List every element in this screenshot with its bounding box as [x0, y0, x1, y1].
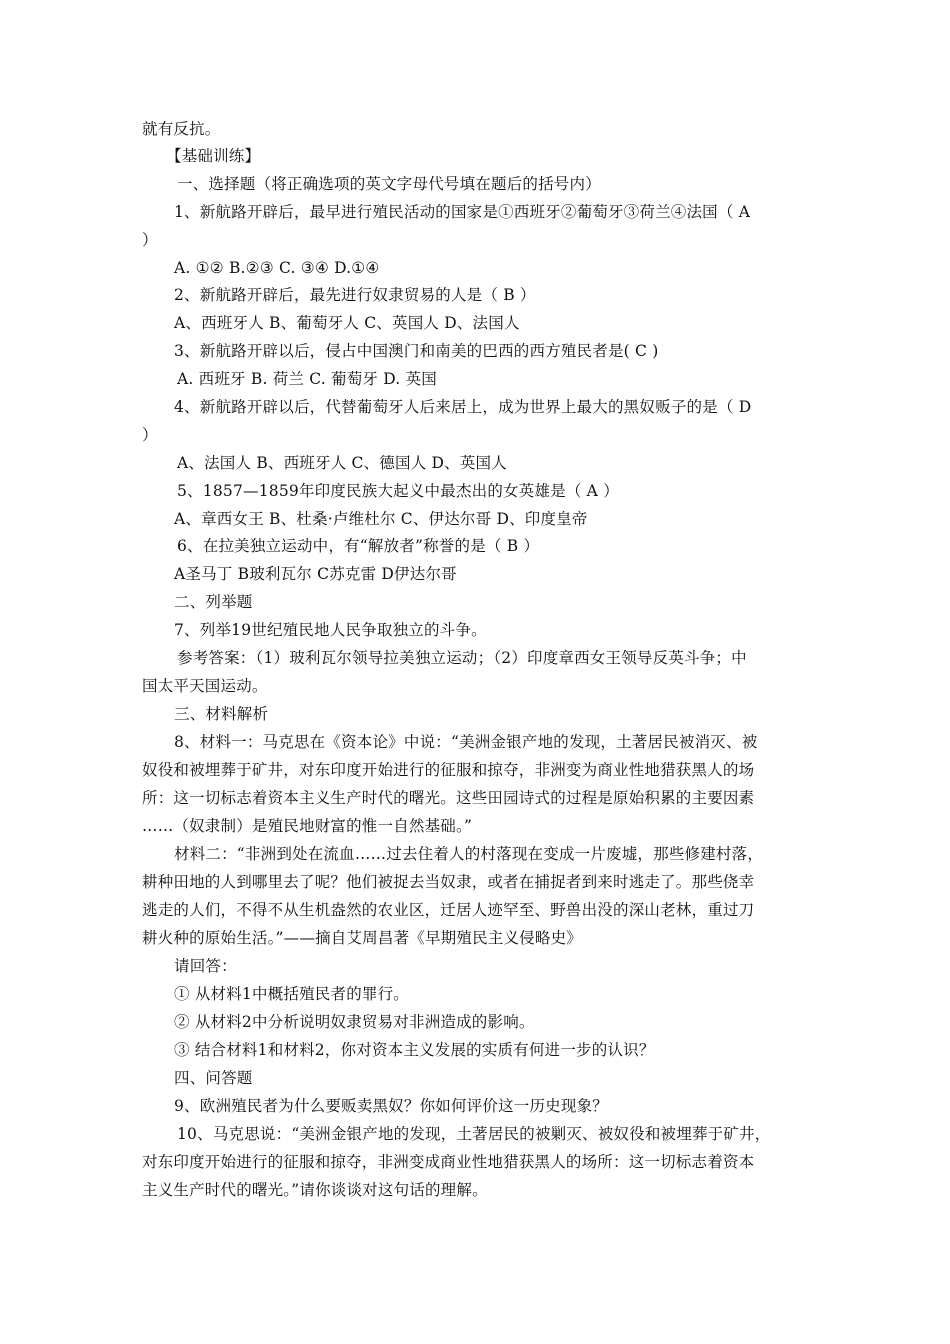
question-text: 9、欧洲殖民者为什么要贩卖黑奴？你如何评价这一历史现象？ — [174, 1097, 608, 1115]
question-text: 10、马克思说：“美洲金银产地的发现，土著居民的被剿灭、被奴役和被埋葬于矿井， — [177, 1125, 771, 1143]
sub-question: ② 从材料2中分析说明奴隶贸易对非洲造成的影响。 — [174, 1013, 535, 1031]
answer-options: A. 西班牙 B. 荷兰 C. 葡萄牙 D. 英国 — [177, 370, 437, 388]
question-text: 2、新航路开辟后，最先进行奴隶贸易的人是（ B ） — [174, 286, 536, 304]
material-text: 奴役和被埋葬于矿井，对东印度开始进行的征服和掠夺，非洲变为商业性地猎获黑人的场 — [142, 761, 755, 779]
text-line: 就有反抗。 — [142, 120, 221, 138]
material-text: 逃走的人们，不得不从生机盎然的农业区，迁居人迹罕至、野兽出没的深山老林，重过刀 — [142, 901, 755, 919]
section-heading: 二、列举题 — [174, 593, 253, 611]
material-text: 材料二：“非洲到处在流血……过去住着人的村落现在变成一片废墟，那些修建村落， — [174, 845, 764, 863]
question-text: 1、新航路开辟后，最早进行殖民活动的国家是①西班牙②葡萄牙③荷兰④法国（ A — [174, 203, 751, 221]
question-text: 对东印度开始进行的征服和掠夺，非洲变成商业性地猎获黑人的场所：这一切标志着资本 — [142, 1153, 755, 1171]
question-text: 3、新航路开辟以后，侵占中国澳门和南美的巴西的西方殖民者是( C ) — [174, 342, 659, 360]
material-text: 所：这一切标志着资本主义生产时代的曙光。这些田园诗式的过程是原始积累的主要因素 — [142, 789, 755, 807]
material-text: 8、材料一：马克思在《资本论》中说：“美洲金银产地的发现，土著居民被消灭、被 — [174, 733, 758, 751]
answer-options: A圣马丁 B玻利瓦尔 C苏克雷 D伊达尔哥 — [174, 565, 457, 583]
answer-options: A. ①② B.②③ C. ③④ D.①④ — [174, 259, 380, 277]
answer-options: A、西班牙人 B、葡萄牙人 C、英国人 D、法国人 — [174, 314, 520, 332]
section-heading: 三、材料解析 — [174, 705, 269, 723]
reference-answer: 参考答案：（1）玻利瓦尔领导拉美独立运动；（2）印度章西女王领导反英斗争；中 — [177, 649, 747, 667]
reference-answer: 国太平天国运动。 — [142, 677, 268, 695]
section-heading: 【基础训练】 — [166, 147, 261, 165]
sub-question: ① 从材料1中概括殖民者的罪行。 — [174, 985, 409, 1003]
question-text: 6、在拉美独立运动中，有“解放者”称誉的是（ B ） — [177, 537, 540, 555]
question-text: 主义生产时代的曙光。”请你谈谈对这句话的理解。 — [142, 1181, 488, 1199]
text-line: ） — [142, 231, 158, 249]
answer-options: A、章西女王 B、杜桑·卢维杜尔 C、伊达尔哥 D、印度皇帝 — [174, 510, 588, 528]
text-line: ） — [142, 426, 158, 444]
section-heading: 一、选择题（将正确选项的英文字母代号填在题后的括号内） — [177, 175, 601, 193]
material-text: ……（奴隶制）是殖民地财富的惟一自然基础。” — [142, 817, 473, 835]
question-text: 5、1857—1859年印度民族大起义中最杰出的女英雄是（ A ） — [177, 482, 619, 500]
material-text: 耕火种的原始生活。”——摘自艾周昌著《早期殖民主义侵略史》 — [142, 929, 582, 947]
prompt-text: 请回答： — [174, 957, 237, 975]
section-heading: 四、问答题 — [174, 1069, 253, 1087]
answer-options: A、法国人 B、西班牙人 C、德国人 D、英国人 — [177, 454, 507, 472]
sub-question: ③ 结合材料1和材料2，你对资本主义发展的实质有何进一步的认识？ — [174, 1041, 655, 1059]
question-text: 7、列举19世纪殖民地人民争取独立的斗争。 — [174, 621, 487, 639]
question-text: 4、新航路开辟以后，代替葡萄牙人后来居上，成为世界上最大的黑奴贩子的是（ D — [174, 398, 752, 416]
material-text: 耕种田地的人到哪里去了呢？他们被捉去当奴隶，或者在捕捉者到来时逃走了。那些侥幸 — [142, 873, 755, 891]
